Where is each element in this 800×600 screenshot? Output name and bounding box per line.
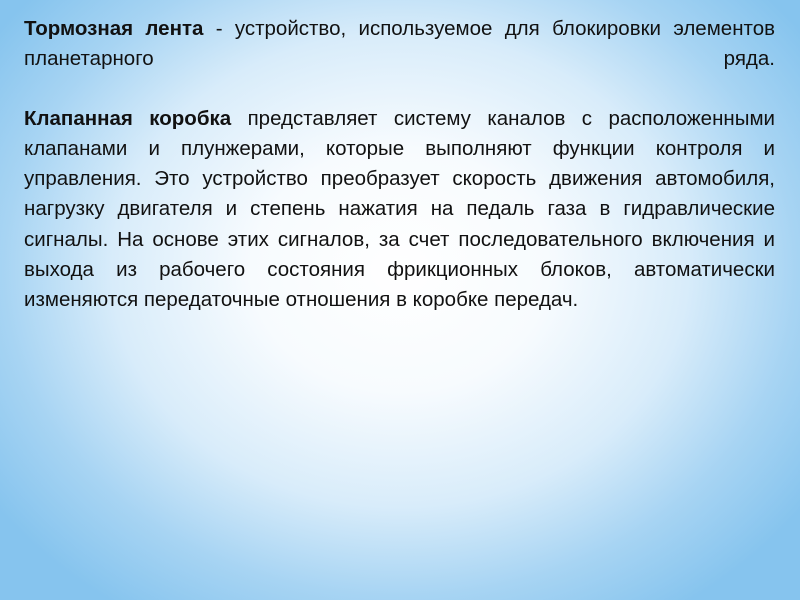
paragraph-valve-body [24,104,775,315]
term-brake-band: Тормозная лента [24,17,204,40]
definition-brake-band: - устройство, используемое для блокировки элементов планетарного ряда. [24,17,775,71]
slide-content [24,14,775,315]
paragraph-brake-band [24,14,775,74]
paragraph-spacer [24,74,775,104]
term-valve-body: Клапанная коробка [24,107,232,131]
definition-valve-body: представляет систему каналов с расположенными клапанами и плунжерами, которые выполняют функции контроля и управления. Это устройство преобразует скорость движения автомобиля, нагрузку двигателя и степень нажатия на педаль газа в гидравлические сигналы. На основе этих сигналов, за счет последовательного включения и выхода из рабочего состояния фрикционных блоков, автоматически изменяются передаточные отношения в коробке передач. [24,107,775,311]
